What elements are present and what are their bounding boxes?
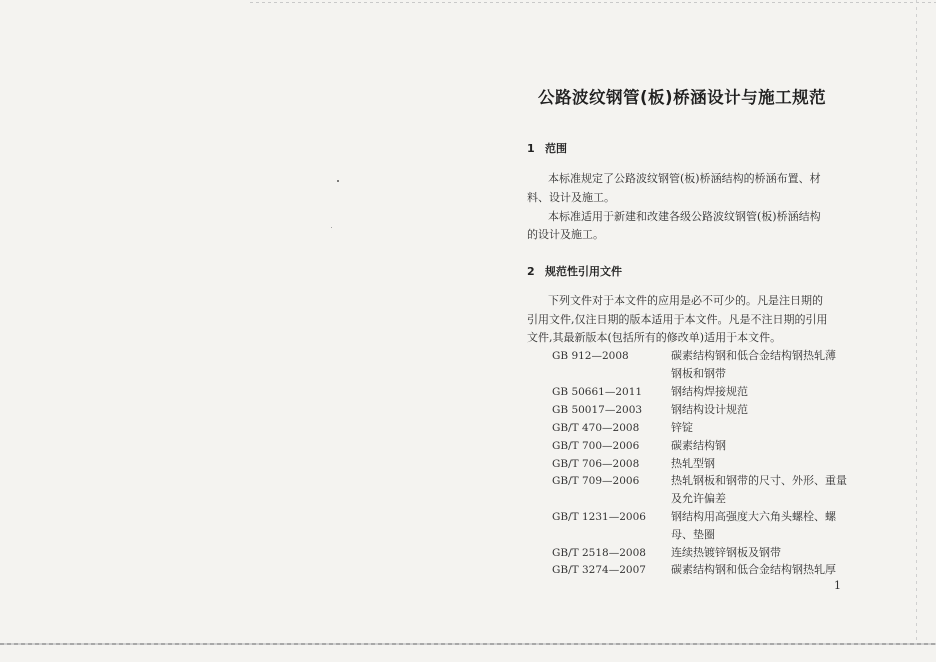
reference-title: 碳素结构钢和低合金结构钢热轧薄 [671,349,836,362]
scan-edge-top [250,2,936,3]
paragraph-line: 文件,其最新版本(包括所有的修改单)适用于本文件。 [527,331,782,344]
reference-code: GB/T 470—2008 [552,422,640,434]
reference-code: GB/T 1231—2006 [552,511,646,523]
reference-code: GB/T 706—2008 [552,458,640,470]
reference-title: 热轧钢板和钢带的尺寸、外形、重量 [671,474,847,487]
paragraph-line: 的设计及施工。 [527,228,604,241]
section-title: 范围 [545,142,567,155]
reference-title: 碳素结构钢和低合金结构钢热轧厚 [671,563,836,576]
reference-title: 钢结构设计规范 [671,403,748,416]
reference-title: 及允许偏差 [671,492,726,505]
reference-code: GB 50661—2011 [552,386,643,398]
reference-code: GB 912—2008 [552,350,629,362]
reference-title: 钢板和钢带 [671,367,726,380]
section-heading [527,263,622,279]
reference-title: 钢结构用高强度大六角头螺栓、螺 [671,510,836,523]
reference-title: 碳素结构钢 [671,439,726,452]
reference-title: 连续热镀锌钢板及钢带 [671,546,781,559]
section-title: 规范性引用文件 [545,265,622,278]
paragraph-line: 本标准规定了公路波纹钢管(板)桥涵结构的桥涵布置、材 [548,172,821,185]
reference-code: GB/T 2518—2008 [552,547,646,559]
paragraph-line: 本标准适用于新建和改建各级公路波纹钢管(板)桥涵结构 [548,210,821,223]
scan-edge-right [916,0,917,640]
section-number: 1 [527,142,535,155]
reference-code: GB 50017—2003 [552,404,643,416]
section-heading [527,140,567,156]
paragraph-line: 引用文件,仅注日期的版本适用于本文件。凡是不注日期的引用 [527,313,828,326]
reference-title: 锌锭 [671,421,693,434]
paragraph-line: 下列文件对于本文件的应用是必不可少的。凡是注日期的 [548,294,823,307]
paragraph-line: 料、设计及施工。 [527,191,615,204]
reference-code: GB/T 709—2006 [552,475,640,487]
scan-speck [337,180,339,182]
reference-code: GB/T 3274—2007 [552,564,646,576]
section-number: 2 [527,265,535,278]
document-title: 公路波纹钢管(板)桥涵设计与施工规范 [538,88,827,107]
scan-speck [331,227,332,228]
reference-title: 热轧型钢 [671,457,715,470]
reference-title: 母、垫圈 [671,528,715,541]
page-number: 1 [834,579,841,592]
reference-code: GB/T 700—2006 [552,440,640,452]
reference-title: 钢结构焊接规范 [671,385,748,398]
scan-edge-bottom [0,643,936,645]
